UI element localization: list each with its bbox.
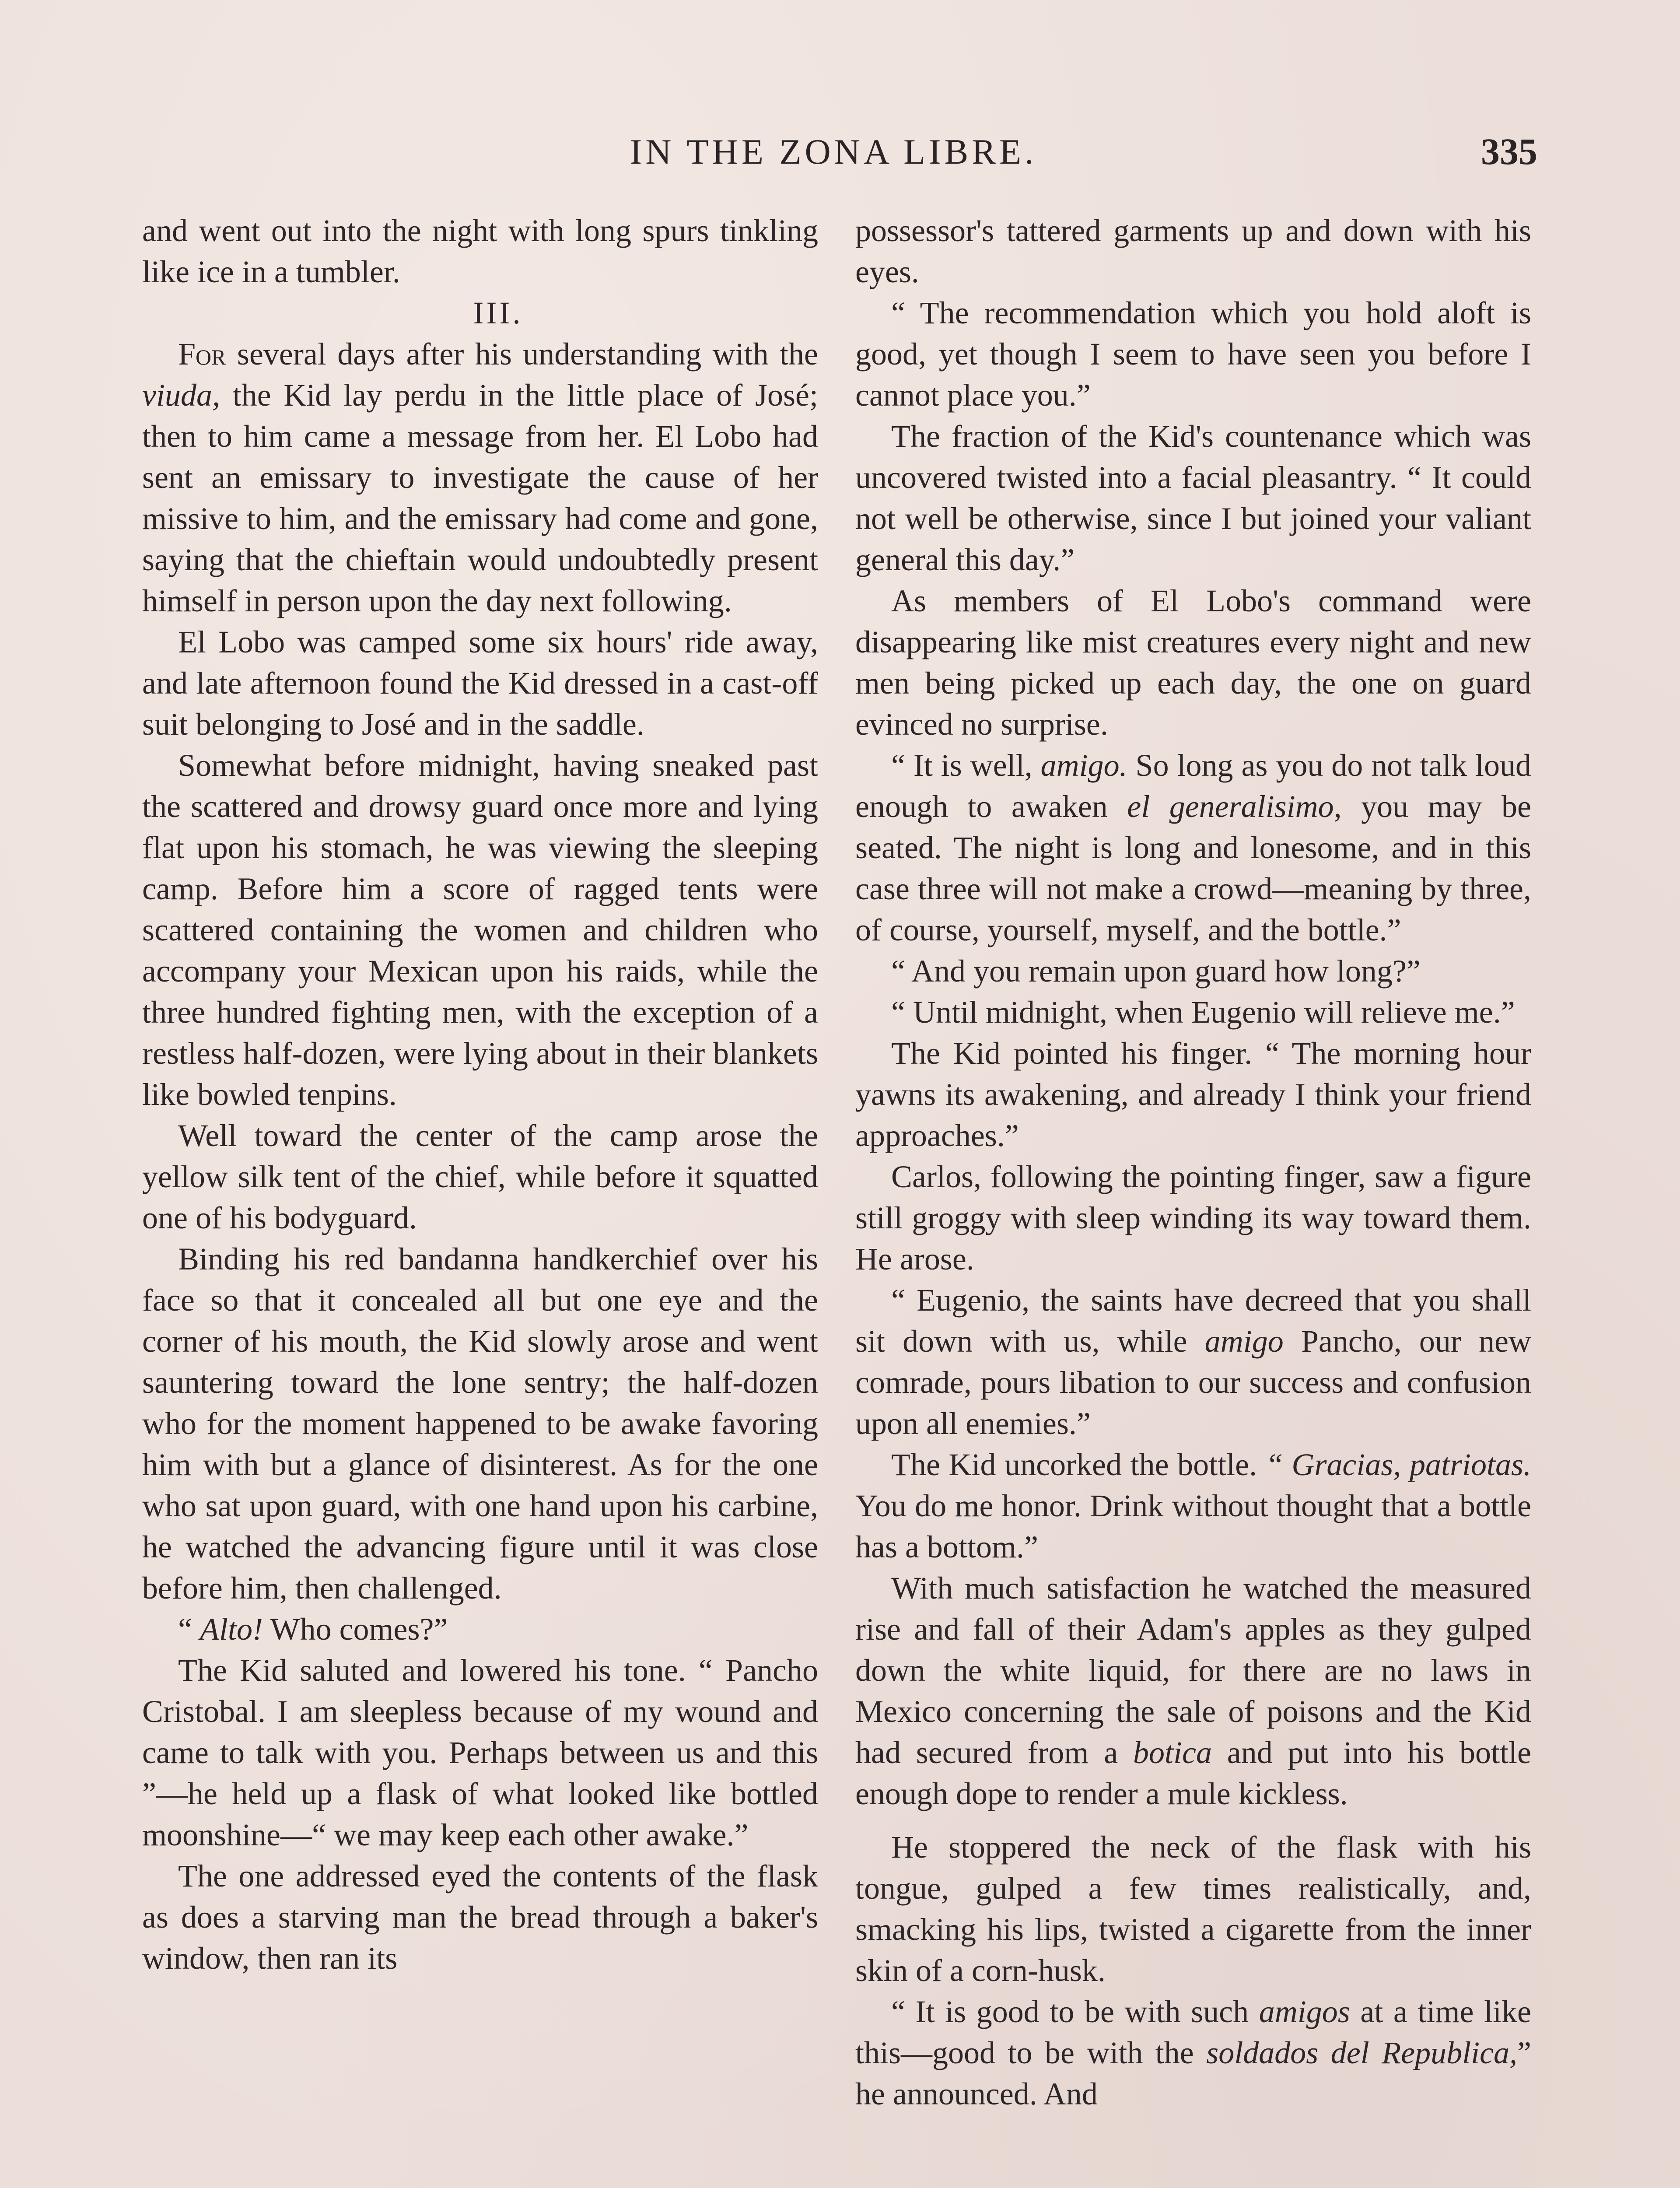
paragraph: The one addressed eyed the contents of the flask as does a starving man the bread through a baker's window, then ran its xyxy=(142,1858,818,1976)
running-title: IN THE ZONA LIBRE. xyxy=(630,132,1037,172)
italic-run: Alto! xyxy=(200,1612,263,1647)
text-run: “ It is well, xyxy=(891,748,1041,783)
italic-run: el generalisimo, xyxy=(1127,789,1342,824)
text-run: So long as you do not talk loud enough to awaken xyxy=(855,748,1532,824)
text-run: several days after his understanding with the xyxy=(226,337,818,372)
paragraph xyxy=(142,333,818,621)
text-run: ” he announced. And xyxy=(855,2035,1531,2111)
paragraph xyxy=(855,1991,1531,2114)
italic-run: amigo. xyxy=(1040,748,1127,783)
paragraph: The Kid pointed his finger. “ The morning hour yawns its awakening, and already I think your friend approaches.” xyxy=(855,1036,1531,1153)
section-heading: III. xyxy=(473,295,523,330)
right-column xyxy=(855,210,1531,2114)
text-run: With much satisfaction he watched the measured rise and fall of their Adam's apples as they gulped down the white liquid, for there are no laws in Mexico concerning the sale of poisons and the Kid had secured from a xyxy=(855,1571,1531,1770)
paragraph: Binding his red bandanna handkerchief over his face so that it concealed all but one eye and the corner of his mouth, the Kid slowly arose and went sauntering toward the lone sentry; the half-dozen who for the moment happened to be awake favoring him with but a glance of disinterest. As for the one who sat upon guard, with one hand upon his carbine, he watched the advancing figure until it was close before him, then challenged. xyxy=(142,1241,818,1606)
paragraph: Well toward the center of the camp arose the yellow silk tent of the chief, while before it squatted one of his bodyguard. xyxy=(142,1118,818,1235)
text-run: You do me honor. Drink without thought that a bottle has a bottom.” xyxy=(855,1488,1531,1564)
paragraph: Carlos, following the pointing finger, saw a figure still groggy with sleep winding its way toward them. He arose. xyxy=(855,1159,1531,1276)
paragraph: “ The recommendation which you hold aloft is good, yet though I seem to have seen you before I cannot place you.” xyxy=(855,295,1531,413)
text-run: Pancho, our new comrade, pours libation to our success and confusion upon all enemies.” xyxy=(855,1324,1531,1441)
paragraph: “ And you remain upon guard how long?” xyxy=(891,954,1421,989)
paragraph: The fraction of the Kid's countenance which was uncovered twisted into a facial pleasantry. “ It could not well be otherwise, since I but joined your valiant general this day.” xyxy=(855,419,1531,577)
text-run: “ xyxy=(178,1612,200,1647)
paragraph: possessor's tattered garments up and down with his eyes. xyxy=(855,213,1531,289)
text-run: at a time like this—good to be with the xyxy=(855,1994,1532,2070)
paragraph: As members of El Lobo's command were disappearing like mist creatures every night and new men being picked up each day, the one on guard evinced no surprise. xyxy=(855,583,1531,742)
lead-word: For xyxy=(178,337,226,372)
page-number: 335 xyxy=(1481,130,1537,172)
italic-run: botica xyxy=(1133,1735,1212,1770)
paragraph xyxy=(142,1609,818,1650)
italic-run: “ Gracias, patriotas. xyxy=(1265,1447,1531,1482)
italic-run: soldados del Republica, xyxy=(1206,2035,1518,2070)
text-run: you may be seated. The night is long and lonesome, and in this case three will not make a crowd—meaning by three, of course, yourself, myself, and the bottle.” xyxy=(855,789,1532,947)
paragraph: and went out into the night with long spurs tinkling like ice in a tumbler. xyxy=(142,213,818,289)
italic-run: viuda, xyxy=(142,378,220,413)
paragraph xyxy=(855,1567,1531,1814)
paragraph xyxy=(855,1280,1531,1444)
paragraph: El Lobo was camped some six hours' ride away, and late afternoon found the Kid dressed in a cast-off suit belonging to José and in the saddle. xyxy=(142,624,818,742)
paragraph: The Kid saluted and lowered his tone. “ Pancho Cristobal. I am sleepless because of my wound and came to talk with you. Perhaps between us and this ”—he held up a flask of what looked like bottled moonshine—“ we may keep each other awake.” xyxy=(142,1653,818,1852)
text-run: the Kid lay perdu in the little place of José; then to him came a message from her. El Lobo had sent an emissary to investigate the cause of her missive to him, and the emissary had come and gone, saying that the chieftain would undoubtedly present himself in person upon the day next following. xyxy=(142,378,818,618)
text-run: and put into his bottle enough dope to render a mule kickless. xyxy=(855,1735,1531,1811)
text-run: The Kid uncorked the bottle. xyxy=(891,1447,1266,1482)
italic-run: amigo xyxy=(1204,1324,1284,1359)
paragraph: “ Until midnight, when Eugenio will relieve me.” xyxy=(891,995,1515,1030)
paragraph: He stoppered the neck of the flask with his tongue, gulped a few times realistically, and, smacking his lips, twisted a cigarette from the inner skin of a corn-husk. xyxy=(855,1830,1531,1988)
paragraph xyxy=(855,745,1531,950)
text-run: Who comes?” xyxy=(262,1612,448,1647)
paragraph: Somewhat before midnight, having sneaked past the scattered and drowsy guard once more and lying flat upon his stomach, he was viewing the sleeping camp. Before him a score of ragged tents were scattered containing the women and children who accompany your Mexican upon his raids, while the three hundred fighting men, with the exception of a restless half-dozen, were lying about in their blankets like bowled tenpins. xyxy=(142,748,818,1112)
left-column xyxy=(142,210,818,1979)
paragraph xyxy=(855,1444,1531,1567)
text-run: “ Eugenio, the saints have decreed that you shall sit down with us, while xyxy=(855,1283,1531,1359)
italic-run: amigos xyxy=(1259,1994,1350,2029)
text-run: “ It is good to be with such xyxy=(891,1994,1259,2029)
